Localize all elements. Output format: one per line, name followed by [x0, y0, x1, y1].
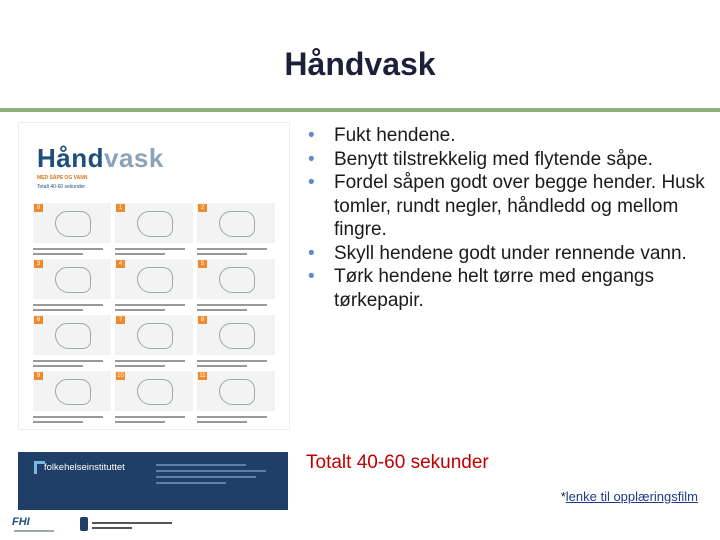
hand-illustration-icon — [137, 323, 173, 349]
poster-step-number: 6 — [34, 316, 43, 324]
poster-step-caption — [115, 301, 193, 313]
hand-illustration-icon — [219, 211, 255, 237]
poster-step-caption — [115, 413, 193, 425]
training-film-link[interactable]: lenke til opplæringsfilm — [565, 489, 698, 504]
poster-title-part-b: vask — [104, 143, 164, 173]
poster-step-cell — [115, 315, 193, 355]
poster-step-caption — [33, 413, 111, 425]
poster-step-caption — [197, 301, 275, 313]
poster-step-number: 11 — [199, 373, 206, 379]
instruction-list — [306, 124, 716, 312]
poster-step-caption — [115, 245, 193, 257]
poster-step-caption — [197, 357, 275, 369]
poster-step-number: 10 — [117, 373, 124, 379]
hand-illustration-icon — [219, 267, 255, 293]
slide-title: Håndvask — [284, 46, 436, 82]
film-link-line — [561, 489, 698, 504]
poster-banner — [18, 452, 288, 510]
poster-step-number: 4 — [116, 260, 125, 268]
poster-step-number: 0 — [34, 204, 43, 212]
poster-step-cell — [33, 315, 111, 355]
hand-illustration-icon — [55, 267, 91, 293]
instruction-item: • Skyll hendene godt under rennende vann. — [306, 242, 716, 266]
poster-step-caption — [33, 245, 111, 257]
poster-step-number: 2 — [198, 204, 207, 212]
film-link-prefix: * — [560, 489, 566, 504]
fhi-logo: FHI — [12, 516, 30, 528]
instruction-item: • Benytt tilstrekkelig med flytende såpe. — [306, 148, 716, 172]
poster-step-cell — [33, 203, 111, 243]
poster-step-cell — [33, 259, 111, 299]
poster-step-number: 3 — [34, 260, 43, 268]
poster-step-cell — [197, 315, 275, 355]
instruction-item: • Fordel såpen godt over begge hender. Husk tomler, rundt negler, håndledd og mellom fingre. — [306, 171, 716, 242]
poster-step-cell — [115, 259, 193, 299]
poster-step-number: 9 — [34, 372, 43, 380]
handwash-poster-image — [18, 122, 290, 430]
poster-step-caption — [33, 301, 111, 313]
hand-illustration-icon — [137, 267, 173, 293]
poster-step-cell — [197, 371, 275, 411]
poster-step-cell — [115, 203, 193, 243]
total-time-text: Totalt 40-60 sekunder — [306, 452, 489, 473]
instruction-item: • Fukt hendene. — [306, 124, 716, 148]
poster-step-number: 8 — [198, 316, 207, 324]
instruction-item: • Tørk hendene helt tørre med engangs tørkepapir. — [306, 265, 716, 312]
hand-illustration-icon — [219, 323, 255, 349]
hand-illustration-icon — [55, 211, 91, 237]
poster-duration: Totalt 40-60 sekunder — [37, 184, 86, 190]
poster-step-caption — [115, 357, 193, 369]
title-divider — [0, 108, 720, 112]
poster-step-cell — [197, 203, 275, 243]
hand-illustration-icon — [55, 379, 91, 405]
hand-illustration-icon — [137, 211, 173, 237]
poster-title-part-a: Hånd — [37, 143, 104, 173]
hand-illustration-icon — [55, 323, 91, 349]
poster-subtitle: MED SÅPE OG VANN — [37, 175, 88, 181]
poster-step-caption — [197, 245, 275, 257]
poster-step-cell — [115, 371, 193, 411]
hand-illustration-icon — [137, 379, 173, 405]
poster-step-number: 1 — [116, 204, 125, 212]
partner-logo-icon — [80, 517, 88, 531]
poster-step-caption — [33, 357, 111, 369]
poster-title — [37, 143, 164, 174]
banner-institute-name: folkehelseinstituttet — [44, 462, 125, 473]
poster-step-number: 7 — [116, 316, 125, 324]
poster-step-caption — [197, 413, 275, 425]
poster-step-cell — [33, 371, 111, 411]
banner-fine-print — [156, 460, 276, 488]
fhi-logo-subtext — [14, 530, 54, 532]
poster-step-number: 5 — [198, 260, 207, 268]
hand-illustration-icon — [219, 379, 255, 405]
partner-logo-text — [92, 519, 172, 532]
poster-step-cell — [197, 259, 275, 299]
slide-footer — [0, 514, 720, 540]
